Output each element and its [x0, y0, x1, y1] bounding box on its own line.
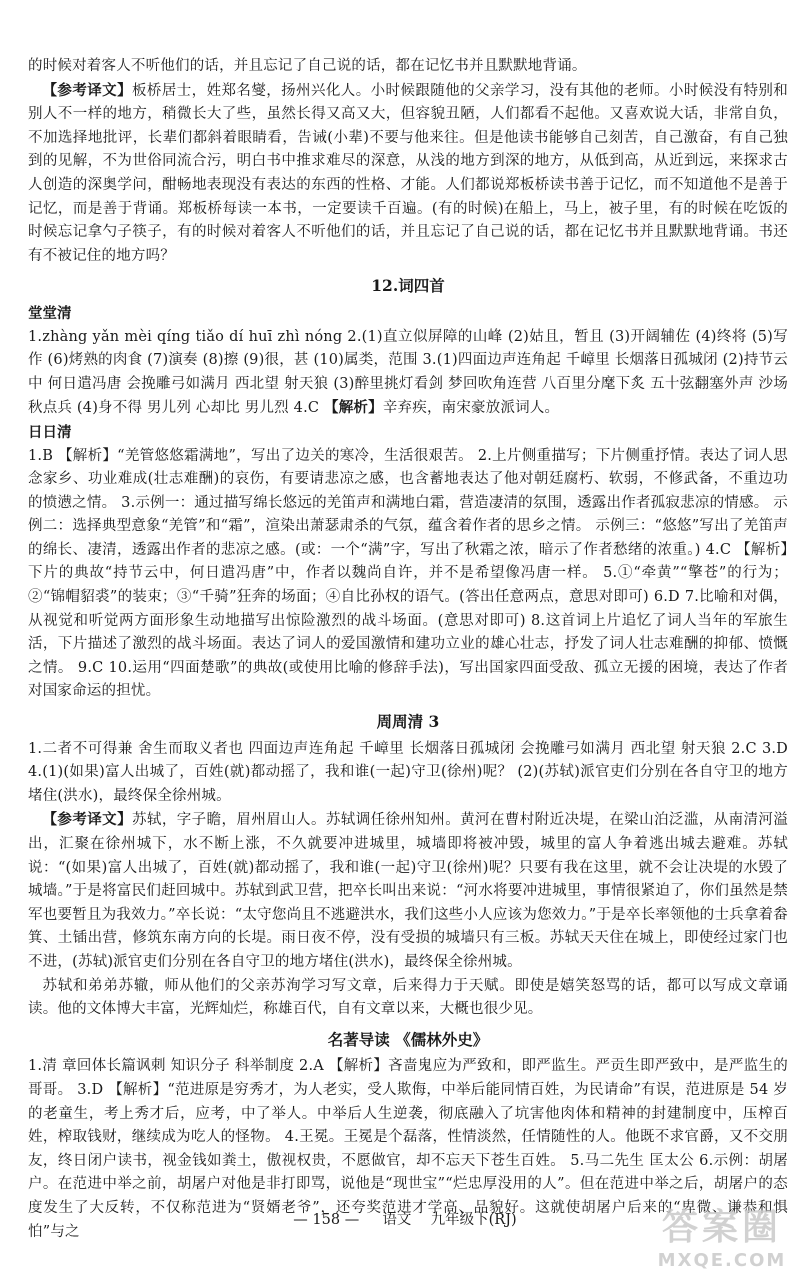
paragraph-text: 的时候对着客人不听他们的话，并且忘记了自己说的话，都在记忆书并且默默地背诵。	[28, 58, 587, 74]
page-number: — 158 —	[293, 1212, 360, 1228]
answer-page	[28, 55, 788, 1244]
analysis-tag: 【解析】	[324, 399, 383, 417]
watermark-url: MXQE.COM	[657, 1250, 787, 1271]
subhead-tangtangqing: 堂堂清	[28, 304, 72, 322]
paragraph-text: 板桥居士，姓郑名燮，扬州兴化人。小时候跟随他的父亲学习，没有其他的老师。小时候没有特别和别人不一样的地方，稍微长大了些，虽然长得又高又大，但容貌丑陋，人们都看不起他。又喜欢说大话，非常自负，不加选择地批评，长辈们都斜着眼睛看，告诫(小辈)不要与他来往。但是他读书能够自己刻苦，自己激奋，有自己独到的见解，不为世俗同流合污，明白书中推求难尽的深意，从浅的地方到深的地方，从低到高，从近到远，来探求古人创造的深奥学问，酣畅地表现没有表达的东西的性格、才能。人们都说郑板桥读书善于记忆，而不知道他不是善于记忆，而是善于背诵。郑板桥每读一本书，一定要读千百遍。(有的时候)在船上，马上，被子里，有的时候在吃饭的时候忘记拿勺子筷子，有的时候对着客人不听他们的话，并且忘记了自己说的话，都在记忆书并且默默地背诵。书还有不被记住的地方吗？	[28, 82, 789, 264]
subhead-ririqing: 日日清	[28, 423, 72, 441]
translation-tag: 【参考译文】	[42, 81, 132, 99]
paragraph-text: 1.二者不可得兼 舍生而取义者也 四面边声连角起 千嶂里 长烟落日孤城闭 会挽雕弓如满月 西北望 射天狼 2.C 3.D 4.(1)(如果)富人出城了，百姓(就)都动摇了，我和谁(一起)守卫(徐州)呢？ (2)(苏轼)派官吏们分别在各自守卫的地方堵住(洪水)，最终保全徐州城。	[28, 740, 788, 804]
analysis-text: 辛弃疾，南宋豪放派词人。	[382, 400, 560, 417]
watermark-logo	[648, 1206, 796, 1276]
paragraph-text: 苏轼，字子瞻，眉州眉山人。苏轼调任徐州知州。黄河在曹村附近决堤，在梁山泊泛滥，从南清河溢出，汇聚在徐州城下，水不断上涨，不久就要冲进城里，城墙即将被冲毁，城里的富人争着逃出城去避难。苏轼说：“(如果)富人出城了，百姓(就)都动摇了，我和谁(一起)守卫(徐州)呢？只要有我在这里，就不会让决堤的水毁了城墙。”于是将富民们赶回城中。苏轼到武卫营，把卒长叫出来说：“河水将要冲进城里，事情很紧迫了，你们虽然是禁军也要暂且为我效力。”卒长说：“太守您尚且不逃避洪水，我们这些小人应该为您效力。”于是卒长率领他的士兵拿着畚箕、土锸出营，修筑东南方向的长堤。雨日夜不停，没有受损的城墙只有三板。苏轼天天住在城上，即使经过家门也不进，(苏轼)派官吏们分别在各自守卫的地方堵住(洪水)，最终保全徐州城。	[28, 812, 789, 970]
paragraph-tangtangqing-answers	[28, 326, 788, 421]
paragraph-text: 1.清 章回体长篇讽刺 知识分子 科举制度 2.A 【解析】吝啬鬼应为严致和，即严监生。严贡生即严致中，是严监生的哥哥。 3.D 【解析】“范进原是穷秀才，为人老实，受人欺侮，中举后能同情百姓，为民请命”有误，范进原是 54 岁的老童生，考上秀才后，应考，中了举人。中举后人生逆袭，彻底融入了坑害他肉体和精神的封建制度中，压榨百姓，榨取钱财，继续成为吃人的怪物。 4.王冕。王冕是个磊落，性情淡然，任情随性的人。他既不求官爵，又不交朋友，终日闭户读书，视金钱如粪土，傲视权贵，不愿做官，却不忘天下苍生百姓。 5.马二先生 匡太公 6.示例：胡屠户。在范进中举之前，胡屠户对他是非打即骂，说他是“现世宝”“烂忠厚没用的人”。但在范进中举之后，胡屠户的态度发生了大反转，不仅称范进为“贤婿老爷”，还夸奖范进才学高、品貌好。这就使胡屠户后来的“卑微、谦恭和惧怕”与之	[28, 1058, 788, 1240]
paragraph-zhengbanqiao-translation	[28, 79, 788, 269]
section-title-mingzhu: 名著导读 《儒林外史》	[327, 1029, 489, 1049]
paragraph-translation-cont	[28, 55, 788, 79]
paragraph-text: 1.B 【解析】“羌管悠悠霜满地”，写出了边关的寒冷，生活很艰苦。 2.上片侧重描写；下片侧重抒情。表达了词人思念家乡、功业难成(壮志难酬)的哀伤，有要请悲凉之感，也含蓄地表达了他对朝廷腐朽、软弱，不修武备，不重边功的愤懑之情。 3.示例一：通过描写绵长悠远的羌笛声和满地白霜，营造凄清的氛围，透露出作者孤寂悲凉的情感。 示例二：选择典型意象“羌管”和“霜”，渲染出萧瑟肃杀的气氛，蕴含着作者的思乡之情。 示例三：“悠悠”写出了羌笛声的绵长、凄清，透露出作者的悲凉之感。(或：一个“满”字，写出了秋霜之浓，暗示了作者愁绪的浓重。) 4.C 【解析】下片的典故“持节云中，何日遣冯唐”中，作者以魏尚自许，并不是希望像冯唐一样。 5.①“牵黄”“擎苍”的行为；②“锦帽貂裘”的装束；③“千骑”狂奔的场面；④自比孙权的语气。(答出任意两点，意思对即可) 6.D 7.比喻和对偶，从视觉和听觉两方面形象生动地描写出惊险激烈的战斗场面。(意思对即可) 8.这首词上片追忆了词人当年的军旅生活，下片描述了激烈的战斗场面。表达了词人的爱国激情和建功立业的雄心壮志，抒发了词人壮志难酬的抑郁、愤慨之情。 9.C 10.运用“四面楚歌”的典故(或使用比喻的修辞手法)，写出国家四面受敌、孤立无援的困境，表达了作者对国家命运的担忧。	[28, 447, 788, 700]
translation-tag: 【参考译文】	[42, 811, 132, 829]
paragraph-ririqing-answers	[28, 445, 788, 705]
section-title-ci-sishou: 12.词四首	[371, 276, 445, 296]
paragraph-text: 1.zhàng yǎn mèi qíng tiǎo dí huī zhì nóng 2.(1)直立似屏障的山峰 (2)姑且，暂且 (3)开阔辅佐 (4)终将 (5)写作 (6)烤熟的肉食 (7)演奏 (8)擦 (9)很，甚 (10)属类，范围 3.(1)四面边声连角起 千嶂里 长烟落日孤城闭 (2)持节云中 何日遣冯唐 会挽雕弓如满月 西北望 射天狼 (3)醉里挑灯看剑 梦回吹角连营 八百里分麾下炙 五十弦翻塞外声 沙场秋点兵 (4)身不得 男儿列 心却比 男儿烈 4.C	[28, 328, 788, 417]
footer-subject: 语文	[382, 1212, 412, 1228]
footer-grade: 九年级下(RJ)	[430, 1212, 517, 1228]
paragraph-sushi-translation-2	[28, 975, 788, 1022]
watermark-text: 答案圈	[661, 1207, 782, 1248]
paragraph-zhouzhouqing-answers	[28, 738, 788, 809]
section-title-zhouzhouqing: 周周清 3	[376, 712, 440, 732]
paragraph-text: 苏轼和弟弟苏辙，师从他们的父亲苏洵学习写文章，后来得力于天赋。即使是嬉笑怒骂的话，都可以写成文章诵读。他的文体博大丰富，光辉灿烂，称雄百代，自有文章以来，大概也很少见。	[28, 977, 788, 1018]
paragraph-sushi-translation	[28, 808, 788, 974]
